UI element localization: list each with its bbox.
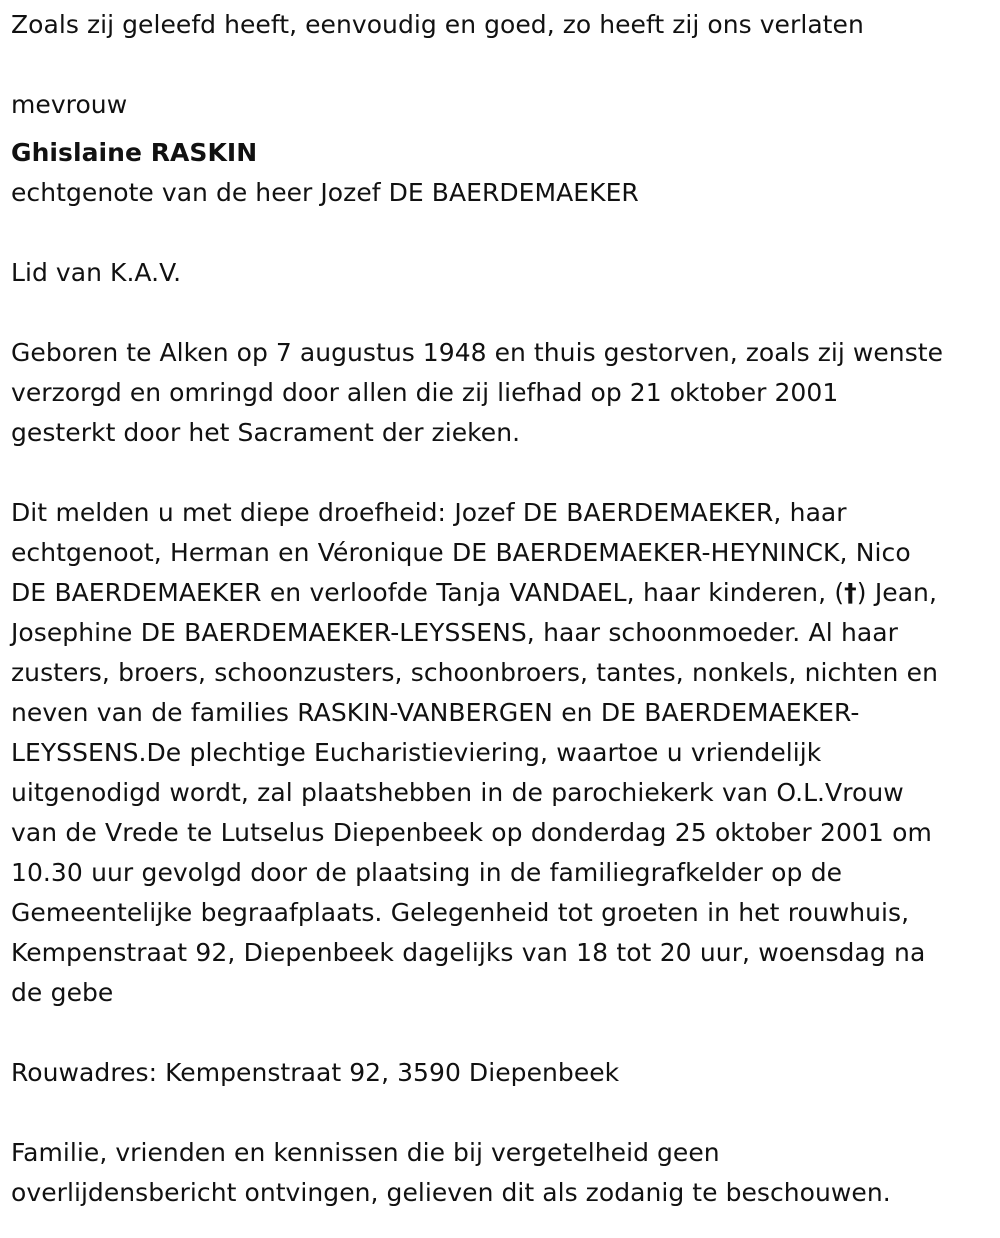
closing-line: Familie, vrienden en kennissen die bij vergetelheid geen [11, 1138, 720, 1167]
announcement-line-end: ) Jean, [856, 578, 937, 607]
announcement-paragraph [11, 493, 996, 1013]
spacer [11, 453, 996, 493]
deceased-name: Ghislaine RASKIN [11, 138, 258, 167]
spacer [11, 293, 996, 333]
honorific-title: mevrouw [11, 90, 128, 119]
announcement-line: de gebe [11, 978, 114, 1007]
spacer [11, 213, 996, 253]
cross-icon: † [844, 578, 857, 607]
intro-text: Zoals zij geleefd heeft, eenvoudig en goed, zo heeft zij ons verlaten [11, 10, 864, 39]
announcement-line: LEYSSENS.De plechtige Eucharistieviering, waartoe u vriendelijk [11, 738, 822, 767]
birth-death-line: gesterkt door het Sacrament der zieken. [11, 418, 521, 447]
announcement-line: Kempenstraat 92, Diepenbeek dagelijks van 18 tot 20 uur, woensdag na [11, 938, 926, 967]
announcement-line: uitgenodigd wordt, zal plaatshebben in de parochiekerk van O.L.Vrouw [11, 778, 904, 807]
closing-paragraph [11, 1133, 996, 1213]
announcement-line-with-cross [11, 573, 996, 613]
closing-line: overlijdensbericht ontvingen, gelieven dit als zodanig te beschouwen. [11, 1178, 891, 1207]
announcement-line-start: DE BAERDEMAEKER en verloofde Tanja VANDAEL, haar kinderen, ( [11, 578, 845, 607]
spacer [11, 1013, 996, 1053]
announcement-line: neven van de families RASKIN-VANBERGEN en DE BAERDEMAEKER- [11, 698, 860, 727]
birth-death-paragraph [11, 333, 996, 453]
announcement-line: Josephine DE BAERDEMAEKER-LEYSSENS, haar schoonmoeder. Al haar [11, 618, 898, 647]
announcement-line: Dit melden u met diepe droefheid: Jozef DE BAERDEMAEKER, haar [11, 498, 847, 527]
spacer [11, 45, 996, 85]
birth-death-line: verzorgd en omringd door allen die zij liefhad op 21 oktober 2001 [11, 378, 839, 407]
announcement-line: van de Vrede te Lutselus Diepenbeek op donderdag 25 oktober 2001 om [11, 818, 932, 847]
obituary-notice [11, 5, 996, 1213]
membership-text: Lid van K.A.V. [11, 258, 182, 287]
spouse-relation: echtgenote van de heer Jozef DE BAERDEMAEKER [11, 178, 639, 207]
announcement-line: echtgenoot, Herman en Véronique DE BAERDEMAEKER-HEYNINCK, Nico [11, 538, 911, 567]
announcement-line: Gemeentelijke begraafplaats. Gelegenheid tot groeten in het rouwhuis, [11, 898, 910, 927]
birth-death-line: Geboren te Alken op 7 augustus 1948 en thuis gestorven, zoals zij wenste [11, 338, 944, 367]
announcement-line: 10.30 uur gevolgd door de plaatsing in de familiegrafkelder op de [11, 858, 843, 887]
mourning-address: Rouwadres: Kempenstraat 92, 3590 Diepenbeek [11, 1058, 620, 1087]
spacer [11, 1093, 996, 1133]
announcement-line: zusters, broers, schoonzusters, schoonbroers, tantes, nonkels, nichten en [11, 658, 939, 687]
